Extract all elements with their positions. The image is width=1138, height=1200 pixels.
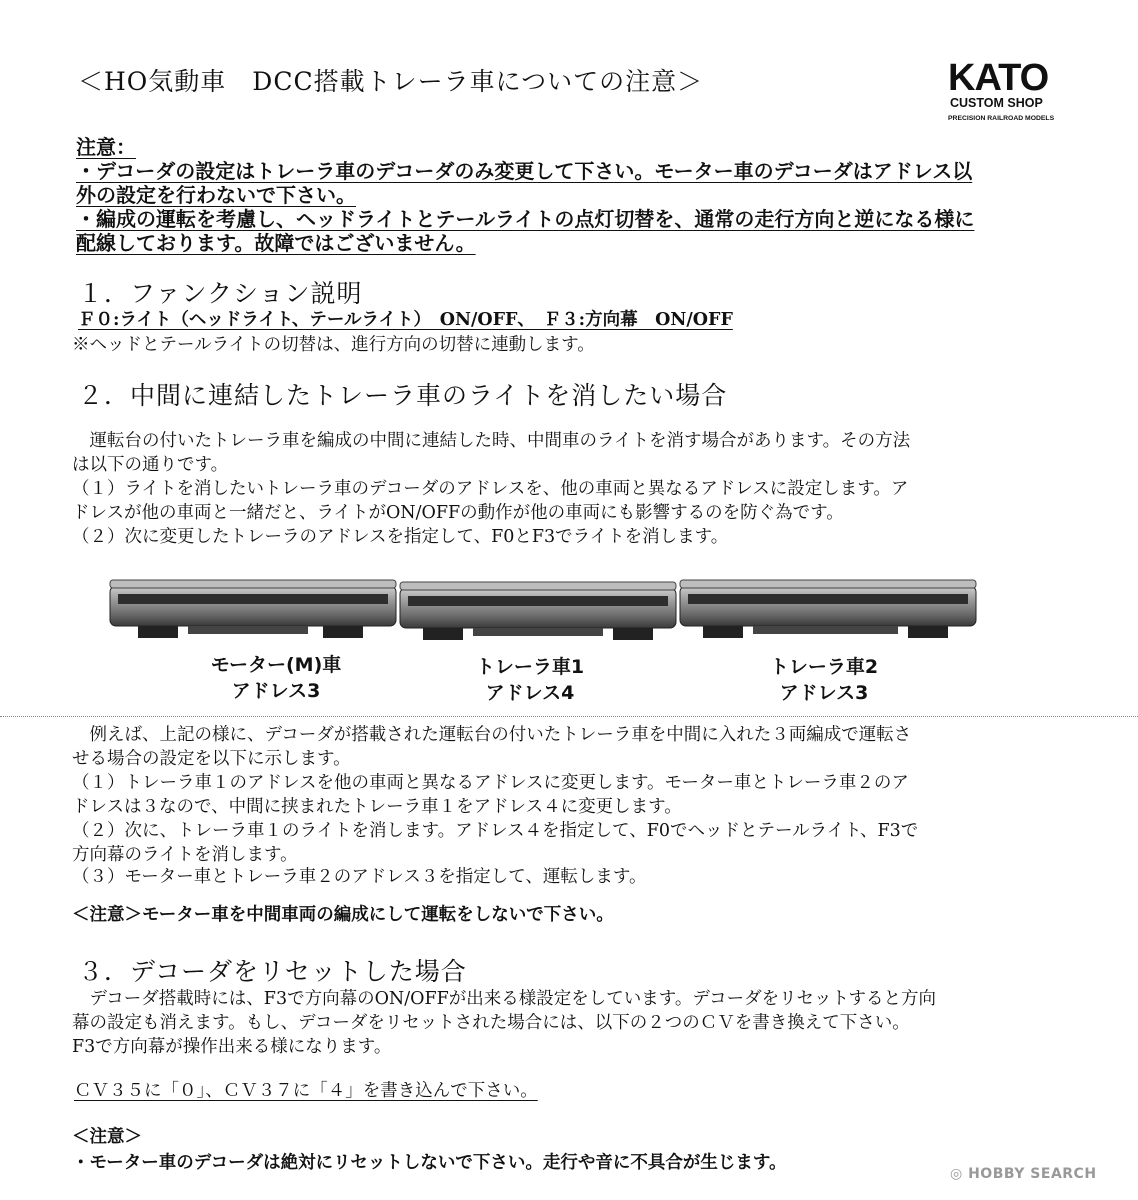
watermark-text: HOBBY SEARCH: [968, 1166, 1097, 1182]
car-name: モーター(M)車: [210, 654, 342, 676]
watermark: [950, 1166, 1097, 1182]
car-address: アドレス3: [779, 682, 869, 704]
car-caption-motor: [176, 652, 376, 704]
ex-para-2: せる場合の設定を以下に示します。: [72, 749, 351, 769]
car-motor: [110, 580, 396, 638]
s3-para-1: デコーダ搭載時には、F3で方向幕のON/OFFが出来る様設定をしています。デコーダをリセットすると方向: [72, 989, 936, 1009]
car-name: トレーラ車2: [769, 656, 879, 678]
final-caution-line: ・モーター車のデコーダは絶対にリセットしないで下さい。走行や音に不具合が生じます。: [72, 1153, 787, 1173]
ex-para-3: （１）トレーラ車１のアドレスを他の車両と異なるアドレスに変更します。モーター車とトレーラ車２のア: [72, 773, 909, 793]
ex-para-7: （３）モーター車とトレーラ車２のアドレス３を指定して、運転します。: [72, 867, 647, 887]
car-caption-trailer-1: [430, 654, 630, 706]
kato-logo: [946, 52, 1066, 124]
page-title: ＜HO気動車 DCC搭載トレーラ車についての注意＞: [78, 67, 704, 96]
ex-para-5: （２）次に、トレーラ車１のライトを消します。アドレス４を指定して、F0でヘッドとテールライト、F3で: [72, 821, 919, 841]
car-name: トレーラ車1: [475, 656, 585, 678]
train-photo: [108, 574, 982, 646]
logo-line3: PRECISION RAILROAD MODELS: [948, 115, 1055, 122]
s3-para-3: F3で方向幕が操作出来る様になります。: [72, 1037, 392, 1057]
s2-para-3: （１）ライトを消したいトレーラ車のデコーダのアドレスを、他の車両と異なるアドレスに設定します。ア: [72, 479, 909, 499]
logo-line2: CUSTOM SHOP: [950, 96, 1043, 110]
car-trailer-2: [680, 580, 976, 638]
caution-line-4: 配線しております。故障ではございません。: [76, 231, 476, 255]
section-3-heading: ３．デコーダをリセットした場合: [78, 957, 467, 986]
s2-para-2: は以下の通りです。: [72, 455, 229, 475]
car-address: アドレス3: [231, 680, 321, 702]
function-list: Ｆ０:ライト（ヘッドライト、テールライト） ON/OFF、 Ｆ３:方向幕 ON/OFF: [78, 310, 733, 330]
cv-instruction: ＣＶ３５に「０」、ＣＶ３７に「４」を書き込んで下さい。: [74, 1081, 538, 1101]
ex-note: ＜注意＞モーター車を中間車両の編成にして運転をしないで下さい。: [72, 905, 614, 925]
divider: [0, 716, 1138, 717]
caution-line-2: 外の設定を行わないで下さい。: [76, 183, 356, 207]
s2-para-4: ドレスが他の車両と一緒だと、ライトがON/OFFの動作が他の車両にも影響するのを防ぐ為です。: [72, 503, 844, 523]
s2-para-1: 運転台の付いたトレーラ車を編成の中間に連結した時、中間車のライトを消す場合があります。その方法: [72, 431, 911, 451]
car-caption-trailer-2: [724, 654, 924, 706]
caution-line-3: ・編成の運転を考慮し、ヘッドライトとテールライトの点灯切替を、通常の走行方向と逆になる様に: [76, 207, 975, 231]
function-note: ※ヘッドとテールライトの切替は、進行方向の切替に連動します。: [72, 335, 595, 355]
final-caution-heading: ＜注意＞: [72, 1127, 142, 1147]
car-address: アドレス4: [485, 682, 575, 704]
ex-para-1: 例えば、上記の様に、デコーダが搭載された運転台の付いたトレーラ車を中間に入れた３両編成で運転さ: [72, 725, 912, 745]
ex-para-6: 方向幕のライトを消します。: [72, 845, 298, 865]
caution-heading: 注意：: [76, 135, 136, 159]
caution-line-1: ・デコーダの設定はトレーラ車のデコーダのみ変更して下さい。モーター車のデコーダはアドレス以: [76, 159, 973, 183]
watermark-icon: ◎: [950, 1166, 969, 1182]
ex-para-4: ドレスは３なので、中間に挟まれたトレーラ車１をアドレス４に変更します。: [72, 797, 682, 817]
s3-para-2: 幕の設定も消えます。もし、デコーダをリセットされた場合には、以下の２つのＣＶを書き換えて下さい。: [72, 1013, 910, 1033]
car-trailer-1: [400, 582, 676, 640]
s2-para-5: （２）次に変更したトレーラのアドレスを指定して、F0とF3でライトを消します。: [72, 527, 729, 547]
logo-brand: KATO: [948, 57, 1049, 99]
section-1-heading: １．ファンクション説明: [78, 279, 363, 308]
section-2-heading: ２．中間に連結したトレーラ車のライトを消したい場合: [78, 381, 728, 410]
